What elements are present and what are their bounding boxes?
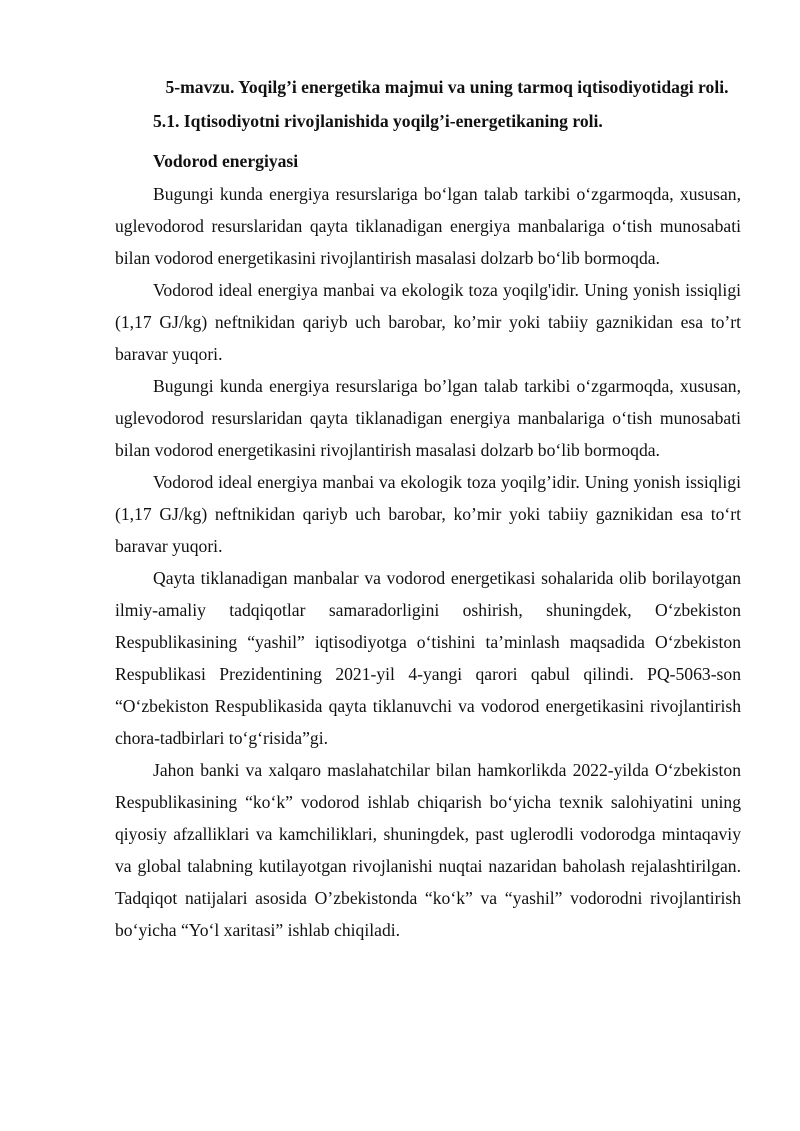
section-heading: Vodorod energiyasi [153,151,299,171]
paragraph: Qayta tiklanadigan manbalar va vodorod energetikasi sohalarida olib borilayotgan ilmiy-amaliy tadqiqotlar samaradorligini oshirish, shuningdek, O‘zbekiston Respublikasining “yashil” iqtisodiyotga o‘tishini ta’minlash maqsadida O‘zbekiston Respublikasi Prezidentining 2021-yil 4-yangi qarori qabul qilindi. PQ-5063-son “O‘zbekiston Respublikasida qayta tiklanuvchi va vodorod energetikasini rivojlantirish chora-tadbirlari to‘g‘risida”gi. [115,568,741,748]
document-page [115,70,741,946]
section-subtitle: 5.1. Iqtisodiyotni rivojlanishida yoqilg’i-energetikaning roli. [153,111,603,131]
paragraph: Jahon banki va xalqaro maslahatchilar bilan hamkorlikda 2022-yilda O‘zbekiston Respublikasining “ko‘k” vodorod ishlab chiqarish bo‘yicha texnik salohiyatini uning qiyosiy afzalliklari va kamchiliklari, shuningdek, past uglerodli vodorodga mintaqaviy va global talabning kutilayotgan rivojlanishi nuqtai nazaridan baholash rejalashtirilgan. Tadqiqot natijalari asosida O’zbekistonda “ko‘k” va “yashil” vodorodni rivojlantirish bo‘yicha “Yo‘l xaritasi” ishlab chiqiladi. [115,760,741,940]
paragraph: Bugungi kunda energiya resurslariga bo’lgan talab tarkibi o‘zgarmoqda, xususan, uglevodorod resurslaridan qayta tiklanadigan energiya manbalariga o‘tish munosabati bilan vodorod energetikasini rivojlantirish masalasi dolzarb bo‘lib bormoqda. [115,376,741,460]
paragraph: Vodorod ideal energiya manbai va ekologik toza yoqilg'idir. Uning yonish issiqligi (1,17 GJ/kg) neftnikidan qariyb uch barobar, ko’mir yoki tabiiy gaznikidan esa to’rt baravar yuqori. [115,280,741,364]
paragraph: Vodorod ideal energiya manbai va ekologik toza yoqilg’idir. Uning yonish issiqligi (1,17 GJ/kg) neftnikidan qariyb uch barobar, ko’mir yoki tabiiy gaznikidan esa to‘rt baravar yuqori. [115,472,741,556]
document-title: 5-mavzu. Yoqilg’i energetika majmui va uning tarmoq iqtisodiyotidagi roli. [165,77,729,97]
paragraph: Bugungi kunda energiya resurslariga bo‘lgan talab tarkibi o‘zgarmoqda, xususan, uglevodorod resurslaridan qayta tiklanadigan energiya manbalariga o‘tish munosabati bilan vodorod energetikasini rivojlantirish masalasi dolzarb bo‘lib bormoqda. [115,184,741,268]
